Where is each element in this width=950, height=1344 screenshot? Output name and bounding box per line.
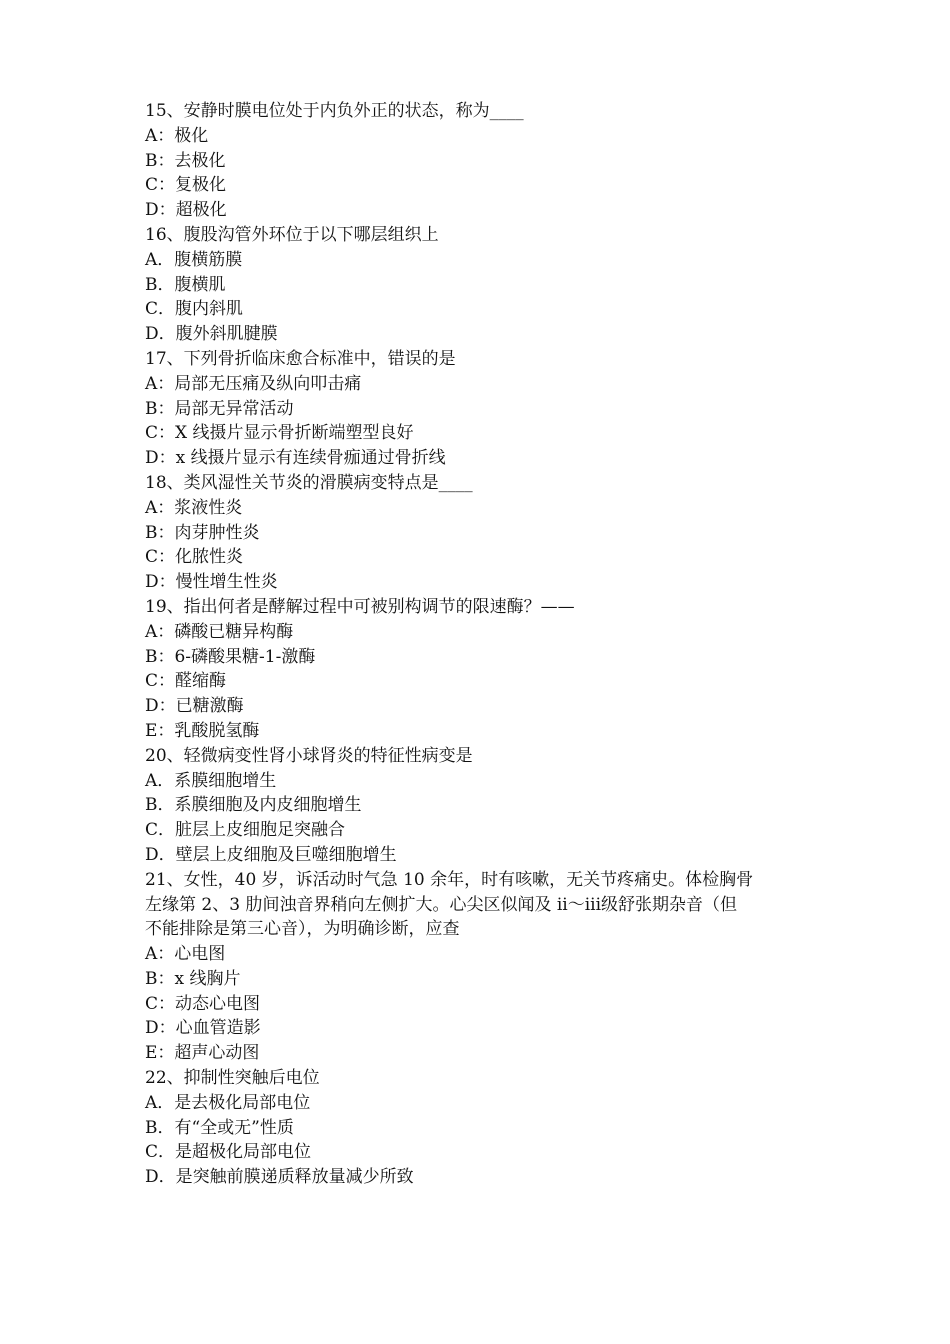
option-a: A．腹横筋膜 [145,249,243,270]
option-c: C．腹内斜肌 [145,299,244,320]
document-body [145,99,825,1190]
option-e: E：超声心动图 [145,1043,260,1064]
option-b: B：局部无异常活动 [145,398,294,419]
question-stem: 22、抑制性突触后电位 [145,1068,320,1089]
option-d: D．壁层上皮细胞及巨噬细胞增生 [145,844,397,865]
question-stem: 20、轻微病变性肾小球肾炎的特征性病变是 [145,745,473,766]
option-d: D：已糖激酶 [145,696,244,717]
option-c: C：动态心电图 [145,993,261,1014]
option-b: B．腹横肌 [145,274,226,295]
question-20 [145,744,825,868]
option-b: B．有“全或无”性质 [145,1117,294,1138]
question-stem: 18、类风湿性关节炎的滑膜病变特点是____ [145,472,473,493]
option-a: A：浆液性炎 [145,497,243,518]
question-stem-line-3: 不能排除是第三心音），为明确诊断，应查 [145,919,460,940]
question-19 [145,595,825,744]
option-e: E：乳酸脱氢酶 [145,720,260,741]
option-d: D：慢性增生性炎 [145,572,278,593]
option-a: A．系膜细胞增生 [145,770,277,791]
question-18 [145,471,825,595]
question-stem: 17、下列骨折临床愈合标准中，错误的是 [145,348,456,369]
option-b: B．系膜细胞及内皮细胞增生 [145,795,362,816]
question-15 [145,99,825,223]
option-d: D．腹外斜肌腱膜 [145,324,278,345]
option-a: A．是去极化局部电位 [145,1092,311,1113]
option-b: B：肉芽肿性炎 [145,522,260,543]
option-a: A：极化 [145,125,209,146]
option-d: D：x 线摄片显示有连续骨痂通过骨折线 [145,448,446,469]
option-d: D：心血管造影 [145,1018,261,1039]
option-d: D：超极化 [145,200,227,221]
question-17 [145,347,825,471]
option-b: B：6-磷酸果糖-1-激酶 [145,646,316,667]
question-stem-line-1: 21、女性，40 岁，诉活动时气急 10 余年，时有咳嗽，无关节疼痛史。体检胸骨 [145,869,754,890]
option-d: D．是突触前膜递质释放量减少所致 [145,1167,414,1188]
option-b: B：去极化 [145,150,226,171]
question-22 [145,1066,825,1190]
option-c: C：化脓性炎 [145,547,244,568]
option-c: C：X 线摄片显示骨折断端塑型良好 [145,423,414,444]
option-a: A：心电图 [145,944,226,965]
option-c: C．脏层上皮细胞足突融合 [145,820,346,841]
option-c: C：复极化 [145,175,227,196]
option-a: A：磷酸已糖异构酶 [145,621,294,642]
question-stem-line-2: 左缘第 2、3 肋间浊音界稍向左侧扩大。心尖区似闻及 ii～iii级舒张期杂音（但 [145,894,738,915]
question-21 [145,868,825,1066]
option-c: C：醛缩酶 [145,671,227,692]
option-a: A：局部无压痛及纵向叩击痛 [145,373,362,394]
question-stem: 19、指出何者是酵解过程中可被别构调节的限速酶？—— [145,596,575,617]
question-stem: 15、安静时膜电位处于内负外正的状态，称为____ [145,101,524,121]
option-b: B：x 线胸片 [145,968,241,989]
question-16 [145,223,825,347]
question-stem: 16、腹股沟管外环位于以下哪层组织上 [145,224,439,245]
option-c: C．是超极化局部电位 [145,1142,312,1163]
